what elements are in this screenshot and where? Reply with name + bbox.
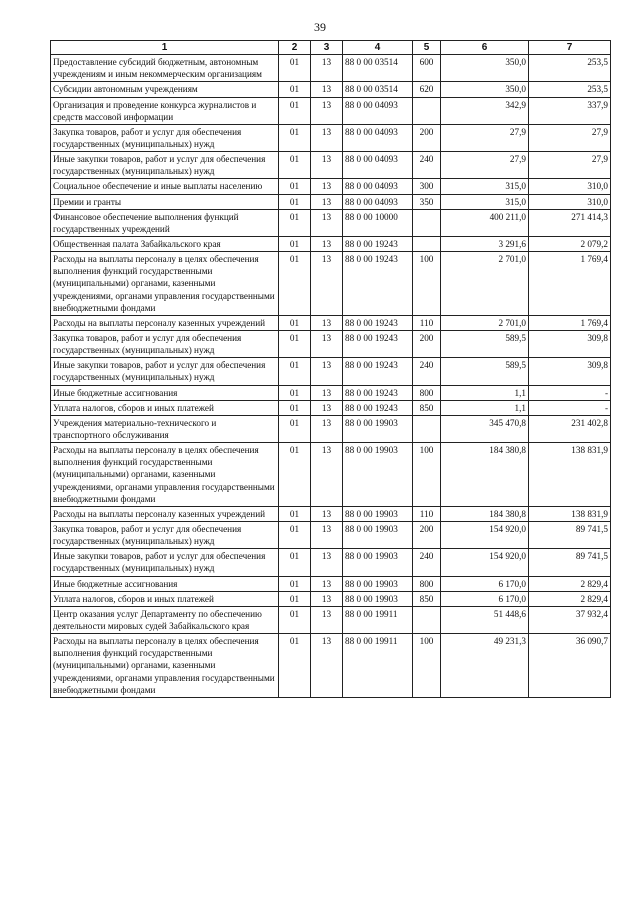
header-cell-5: 5 [413, 41, 441, 55]
table-row [51, 358, 611, 385]
amount-planned-cell: 154 920,0 [441, 521, 529, 548]
subsection-cell: 13 [311, 152, 343, 179]
target-article-cell: 88 0 00 19243 [343, 385, 413, 400]
section-cell: 01 [279, 358, 311, 385]
section-cell: 01 [279, 97, 311, 124]
table-row [51, 591, 611, 606]
section-cell: 01 [279, 576, 311, 591]
section-cell: 01 [279, 521, 311, 548]
amount-executed-cell: 2 079,2 [529, 237, 611, 252]
target-article-cell: 88 0 00 19243 [343, 331, 413, 358]
subsection-cell: 13 [311, 194, 343, 209]
expense-type-cell: 200 [413, 521, 441, 548]
table-row [51, 252, 611, 316]
table-row [51, 315, 611, 330]
expense-type-cell: 800 [413, 576, 441, 591]
target-article-cell: 88 0 00 19903 [343, 576, 413, 591]
section-cell: 01 [279, 400, 311, 415]
table-row [51, 194, 611, 209]
expense-type-cell: 200 [413, 124, 441, 151]
section-cell: 01 [279, 591, 311, 606]
table-row [51, 152, 611, 179]
target-article-cell: 88 0 00 19911 [343, 634, 413, 698]
table-row [51, 400, 611, 415]
expense-type-cell: 620 [413, 82, 441, 97]
table-row [51, 415, 611, 442]
amount-planned-cell: 400 211,0 [441, 209, 529, 236]
subsection-cell: 13 [311, 606, 343, 633]
subsection-cell: 13 [311, 315, 343, 330]
expense-type-cell: 100 [413, 634, 441, 698]
amount-executed-cell: 89 741,5 [529, 521, 611, 548]
table-row [51, 606, 611, 633]
expense-type-cell: 240 [413, 549, 441, 576]
table-row [51, 97, 611, 124]
name-cell: Уплата налогов, сборов и иных платежей [51, 400, 279, 415]
amount-planned-cell: 27,9 [441, 152, 529, 179]
name-cell: Иные бюджетные ассигнования [51, 576, 279, 591]
amount-executed-cell: - [529, 385, 611, 400]
table-body [51, 55, 611, 698]
section-cell: 01 [279, 634, 311, 698]
section-cell: 01 [279, 415, 311, 442]
header-cell-3: 3 [311, 41, 343, 55]
amount-planned-cell: 3 291,6 [441, 237, 529, 252]
subsection-cell: 13 [311, 506, 343, 521]
header-cell-7: 7 [529, 41, 611, 55]
table-row [51, 331, 611, 358]
amount-executed-cell: 138 831,9 [529, 506, 611, 521]
amount-planned-cell: 2 701,0 [441, 252, 529, 316]
amount-executed-cell: 253,5 [529, 55, 611, 82]
table-row [51, 521, 611, 548]
table-row [51, 634, 611, 698]
name-cell: Расходы на выплаты персоналу в целях обеспечения выполнения функций государственными (муниципальными) органами, казенными учреждениями, органами управления государственными внебюджетными фондами [51, 443, 279, 507]
target-article-cell: 88 0 00 04093 [343, 194, 413, 209]
target-article-cell: 88 0 00 19911 [343, 606, 413, 633]
target-article-cell: 88 0 00 03514 [343, 82, 413, 97]
expense-type-cell: 300 [413, 179, 441, 194]
expense-type-cell: 350 [413, 194, 441, 209]
table-row [51, 209, 611, 236]
name-cell: Иные закупки товаров, работ и услуг для обеспечения государственных (муниципальных) нужд [51, 358, 279, 385]
subsection-cell: 13 [311, 385, 343, 400]
target-article-cell: 88 0 00 04093 [343, 179, 413, 194]
expense-type-cell [413, 237, 441, 252]
target-article-cell: 88 0 00 19903 [343, 549, 413, 576]
subsection-cell: 13 [311, 209, 343, 236]
expense-type-cell [413, 209, 441, 236]
expense-type-cell [413, 97, 441, 124]
amount-planned-cell: 27,9 [441, 124, 529, 151]
table-row [51, 82, 611, 97]
amount-executed-cell: 138 831,9 [529, 443, 611, 507]
target-article-cell: 88 0 00 04093 [343, 152, 413, 179]
amount-executed-cell: 271 414,3 [529, 209, 611, 236]
header-row [51, 41, 611, 55]
target-article-cell: 88 0 00 19243 [343, 400, 413, 415]
amount-executed-cell: 253,5 [529, 82, 611, 97]
amount-executed-cell: 89 741,5 [529, 549, 611, 576]
name-cell: Расходы на выплаты персоналу казенных учреждений [51, 506, 279, 521]
expense-type-cell [413, 415, 441, 442]
amount-planned-cell: 1,1 [441, 385, 529, 400]
target-article-cell: 88 0 00 19903 [343, 415, 413, 442]
section-cell: 01 [279, 549, 311, 576]
table-row [51, 55, 611, 82]
amount-executed-cell: 231 402,8 [529, 415, 611, 442]
name-cell: Общественная палата Забайкальского края [51, 237, 279, 252]
expense-type-cell [413, 606, 441, 633]
subsection-cell: 13 [311, 252, 343, 316]
target-article-cell: 88 0 00 04093 [343, 97, 413, 124]
target-article-cell: 88 0 00 19243 [343, 252, 413, 316]
name-cell: Предоставление субсидий бюджетным, автономным учреждениям и иным некоммерческим организациям [51, 55, 279, 82]
amount-executed-cell: 27,9 [529, 124, 611, 151]
amount-executed-cell: 337,9 [529, 97, 611, 124]
amount-executed-cell: 309,8 [529, 331, 611, 358]
target-article-cell: 88 0 00 19243 [343, 237, 413, 252]
amount-executed-cell: - [529, 400, 611, 415]
subsection-cell: 13 [311, 97, 343, 124]
amount-executed-cell: 2 829,4 [529, 576, 611, 591]
subsection-cell: 13 [311, 549, 343, 576]
target-article-cell: 88 0 00 19903 [343, 521, 413, 548]
section-cell: 01 [279, 443, 311, 507]
subsection-cell: 13 [311, 443, 343, 507]
amount-executed-cell: 310,0 [529, 194, 611, 209]
expense-type-cell: 110 [413, 506, 441, 521]
subsection-cell: 13 [311, 124, 343, 151]
target-article-cell: 88 0 00 19903 [343, 506, 413, 521]
table-row [51, 506, 611, 521]
amount-planned-cell: 6 170,0 [441, 591, 529, 606]
section-cell: 01 [279, 331, 311, 358]
table-row [51, 179, 611, 194]
subsection-cell: 13 [311, 237, 343, 252]
page-number: 39 [314, 20, 326, 34]
amount-executed-cell: 309,8 [529, 358, 611, 385]
amount-executed-cell: 27,9 [529, 152, 611, 179]
name-cell: Финансовое обеспечение выполнения функций государственных учреждений [51, 209, 279, 236]
section-cell: 01 [279, 82, 311, 97]
table-row [51, 549, 611, 576]
amount-executed-cell: 2 829,4 [529, 591, 611, 606]
amount-planned-cell: 350,0 [441, 82, 529, 97]
expense-type-cell: 600 [413, 55, 441, 82]
name-cell: Закупка товаров, работ и услуг для обеспечения государственных (муниципальных) нужд [51, 331, 279, 358]
target-article-cell: 88 0 00 19243 [343, 358, 413, 385]
subsection-cell: 13 [311, 82, 343, 97]
name-cell: Расходы на выплаты персоналу казенных учреждений [51, 315, 279, 330]
subsection-cell: 13 [311, 179, 343, 194]
section-cell: 01 [279, 385, 311, 400]
expense-type-cell: 800 [413, 385, 441, 400]
section-cell: 01 [279, 124, 311, 151]
amount-planned-cell: 184 380,8 [441, 443, 529, 507]
amount-planned-cell: 154 920,0 [441, 549, 529, 576]
name-cell: Закупка товаров, работ и услуг для обеспечения государственных (муниципальных) нужд [51, 124, 279, 151]
expense-type-cell: 850 [413, 591, 441, 606]
name-cell: Учреждения материально-технического и транспортного обслуживания [51, 415, 279, 442]
name-cell: Иные закупки товаров, работ и услуг для обеспечения государственных (муниципальных) нужд [51, 152, 279, 179]
amount-planned-cell: 2 701,0 [441, 315, 529, 330]
subsection-cell: 13 [311, 415, 343, 442]
amount-planned-cell: 1,1 [441, 400, 529, 415]
name-cell: Субсидии автономным учреждениям [51, 82, 279, 97]
table-row [51, 576, 611, 591]
section-cell: 01 [279, 606, 311, 633]
table-row [51, 124, 611, 151]
target-article-cell: 88 0 00 03514 [343, 55, 413, 82]
section-cell: 01 [279, 252, 311, 316]
amount-planned-cell: 49 231,3 [441, 634, 529, 698]
table-row [51, 443, 611, 507]
name-cell: Центр оказания услуг Департаменту по обеспечению деятельности мировых судей Забайкальского края [51, 606, 279, 633]
name-cell: Организация и проведение конкурса журналистов и средств массовой информации [51, 97, 279, 124]
subsection-cell: 13 [311, 634, 343, 698]
header-cell-1: 1 [51, 41, 279, 55]
amount-planned-cell: 51 448,6 [441, 606, 529, 633]
section-cell: 01 [279, 237, 311, 252]
amount-planned-cell: 342,9 [441, 97, 529, 124]
header-cell-4: 4 [343, 41, 413, 55]
amount-planned-cell: 6 170,0 [441, 576, 529, 591]
expense-type-cell: 240 [413, 358, 441, 385]
name-cell: Премии и гранты [51, 194, 279, 209]
section-cell: 01 [279, 194, 311, 209]
section-cell: 01 [279, 506, 311, 521]
name-cell: Иные бюджетные ассигнования [51, 385, 279, 400]
subsection-cell: 13 [311, 358, 343, 385]
amount-executed-cell: 36 090,7 [529, 634, 611, 698]
expense-type-cell: 100 [413, 443, 441, 507]
section-cell: 01 [279, 209, 311, 236]
target-article-cell: 88 0 00 04093 [343, 124, 413, 151]
table-row [51, 385, 611, 400]
amount-executed-cell: 1 769,4 [529, 315, 611, 330]
name-cell: Закупка товаров, работ и услуг для обеспечения государственных (муниципальных) нужд [51, 521, 279, 548]
expense-type-cell: 100 [413, 252, 441, 316]
name-cell: Иные закупки товаров, работ и услуг для обеспечения государственных (муниципальных) нужд [51, 549, 279, 576]
subsection-cell: 13 [311, 331, 343, 358]
expense-type-cell: 240 [413, 152, 441, 179]
section-cell: 01 [279, 179, 311, 194]
amount-planned-cell: 589,5 [441, 331, 529, 358]
header-cell-6: 6 [441, 41, 529, 55]
table-row [51, 237, 611, 252]
section-cell: 01 [279, 152, 311, 179]
budget-table [50, 40, 611, 698]
subsection-cell: 13 [311, 55, 343, 82]
name-cell: Расходы на выплаты персоналу в целях обеспечения выполнения функций государственными (муниципальными) органами, казенными учреждениями, органами управления государственными внебюджетными фондами [51, 634, 279, 698]
target-article-cell: 88 0 00 19903 [343, 443, 413, 507]
subsection-cell: 13 [311, 400, 343, 415]
name-cell: Социальное обеспечение и иные выплаты населению [51, 179, 279, 194]
amount-planned-cell: 350,0 [441, 55, 529, 82]
name-cell: Уплата налогов, сборов и иных платежей [51, 591, 279, 606]
subsection-cell: 13 [311, 521, 343, 548]
amount-planned-cell: 315,0 [441, 194, 529, 209]
target-article-cell: 88 0 00 10000 [343, 209, 413, 236]
section-cell: 01 [279, 315, 311, 330]
expense-type-cell: 200 [413, 331, 441, 358]
section-cell: 01 [279, 55, 311, 82]
subsection-cell: 13 [311, 576, 343, 591]
target-article-cell: 88 0 00 19243 [343, 315, 413, 330]
amount-planned-cell: 184 380,8 [441, 506, 529, 521]
expense-type-cell: 110 [413, 315, 441, 330]
amount-executed-cell: 37 932,4 [529, 606, 611, 633]
subsection-cell: 13 [311, 591, 343, 606]
expense-type-cell: 850 [413, 400, 441, 415]
target-article-cell: 88 0 00 19903 [343, 591, 413, 606]
amount-planned-cell: 589,5 [441, 358, 529, 385]
amount-planned-cell: 315,0 [441, 179, 529, 194]
amount-executed-cell: 1 769,4 [529, 252, 611, 316]
amount-planned-cell: 345 470,8 [441, 415, 529, 442]
name-cell: Расходы на выплаты персоналу в целях обеспечения выполнения функций государственными (муниципальными) органами, казенными учреждениями, органами управления государственными внебюджетными фондами [51, 252, 279, 316]
header-cell-2: 2 [279, 41, 311, 55]
amount-executed-cell: 310,0 [529, 179, 611, 194]
